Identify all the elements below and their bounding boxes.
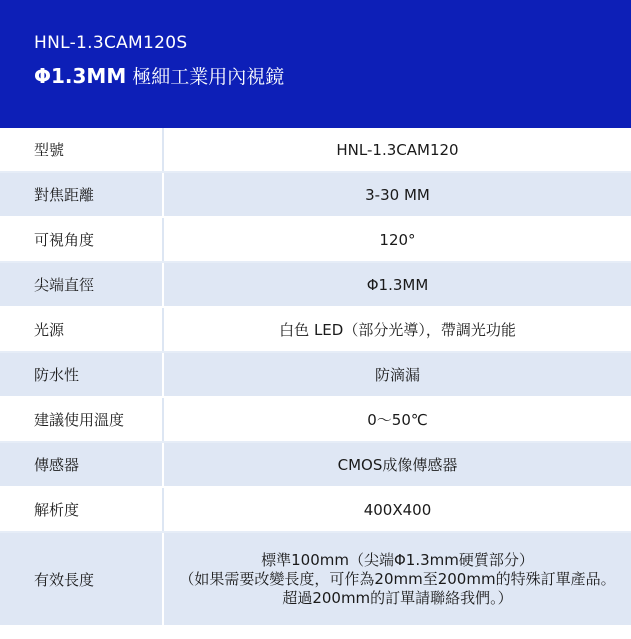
spec-label: 防水性 bbox=[0, 352, 163, 397]
spec-row-focus-distance bbox=[0, 172, 631, 217]
spec-value-multiline bbox=[163, 532, 631, 626]
spec-row-light-source bbox=[0, 307, 631, 352]
spec-row-waterproof bbox=[0, 352, 631, 397]
model-number: HNL-1.3CAM120S bbox=[34, 33, 188, 53]
spec-label: 尖端直徑 bbox=[0, 262, 163, 307]
spec-label: 可視角度 bbox=[0, 217, 163, 262]
spec-value: 3-30 MM bbox=[163, 172, 631, 217]
spec-value: 防滴漏 bbox=[163, 352, 631, 397]
spec-row-resolution bbox=[0, 487, 631, 532]
spec-row-tip-diameter bbox=[0, 262, 631, 307]
spec-table bbox=[0, 128, 631, 627]
spec-row-effective-length bbox=[0, 532, 631, 626]
length-line-3: 超過200mm的訂單請聯絡我們。） bbox=[282, 588, 513, 607]
spec-row-model bbox=[0, 128, 631, 172]
spec-row-sensor bbox=[0, 442, 631, 487]
spec-label: 型號 bbox=[0, 128, 163, 172]
spec-label: 建議使用溫度 bbox=[0, 397, 163, 442]
spec-label: 對焦距離 bbox=[0, 172, 163, 217]
spec-label: 光源 bbox=[0, 307, 163, 352]
spec-label: 解析度 bbox=[0, 487, 163, 532]
header-banner bbox=[0, 0, 631, 128]
length-line-1: 標準100mm（尖端Φ1.3mm硬質部分） bbox=[261, 550, 534, 569]
spec-value: 400X400 bbox=[163, 487, 631, 532]
spec-row-temperature bbox=[0, 397, 631, 442]
title-description: 極細工業用內視鏡 bbox=[132, 66, 285, 88]
title-diameter: Φ1.3MM bbox=[34, 64, 127, 88]
spec-value: CMOS成像傳感器 bbox=[163, 442, 631, 487]
spec-value: Φ1.3MM bbox=[163, 262, 631, 307]
spec-value: HNL-1.3CAM120 bbox=[163, 128, 631, 172]
product-title bbox=[34, 62, 284, 89]
spec-label: 傳感器 bbox=[0, 442, 163, 487]
spec-label: 有效長度 bbox=[0, 532, 163, 626]
spec-value: 0～50℃ bbox=[163, 397, 631, 442]
spec-value: 白色 LED（部分光導），帶調光功能 bbox=[163, 307, 631, 352]
spec-value: 120° bbox=[163, 217, 631, 262]
spec-row-view-angle bbox=[0, 217, 631, 262]
length-line-2: （如果需要改變長度，可作為20mm至200mm的特殊訂單產品。 bbox=[179, 569, 616, 588]
